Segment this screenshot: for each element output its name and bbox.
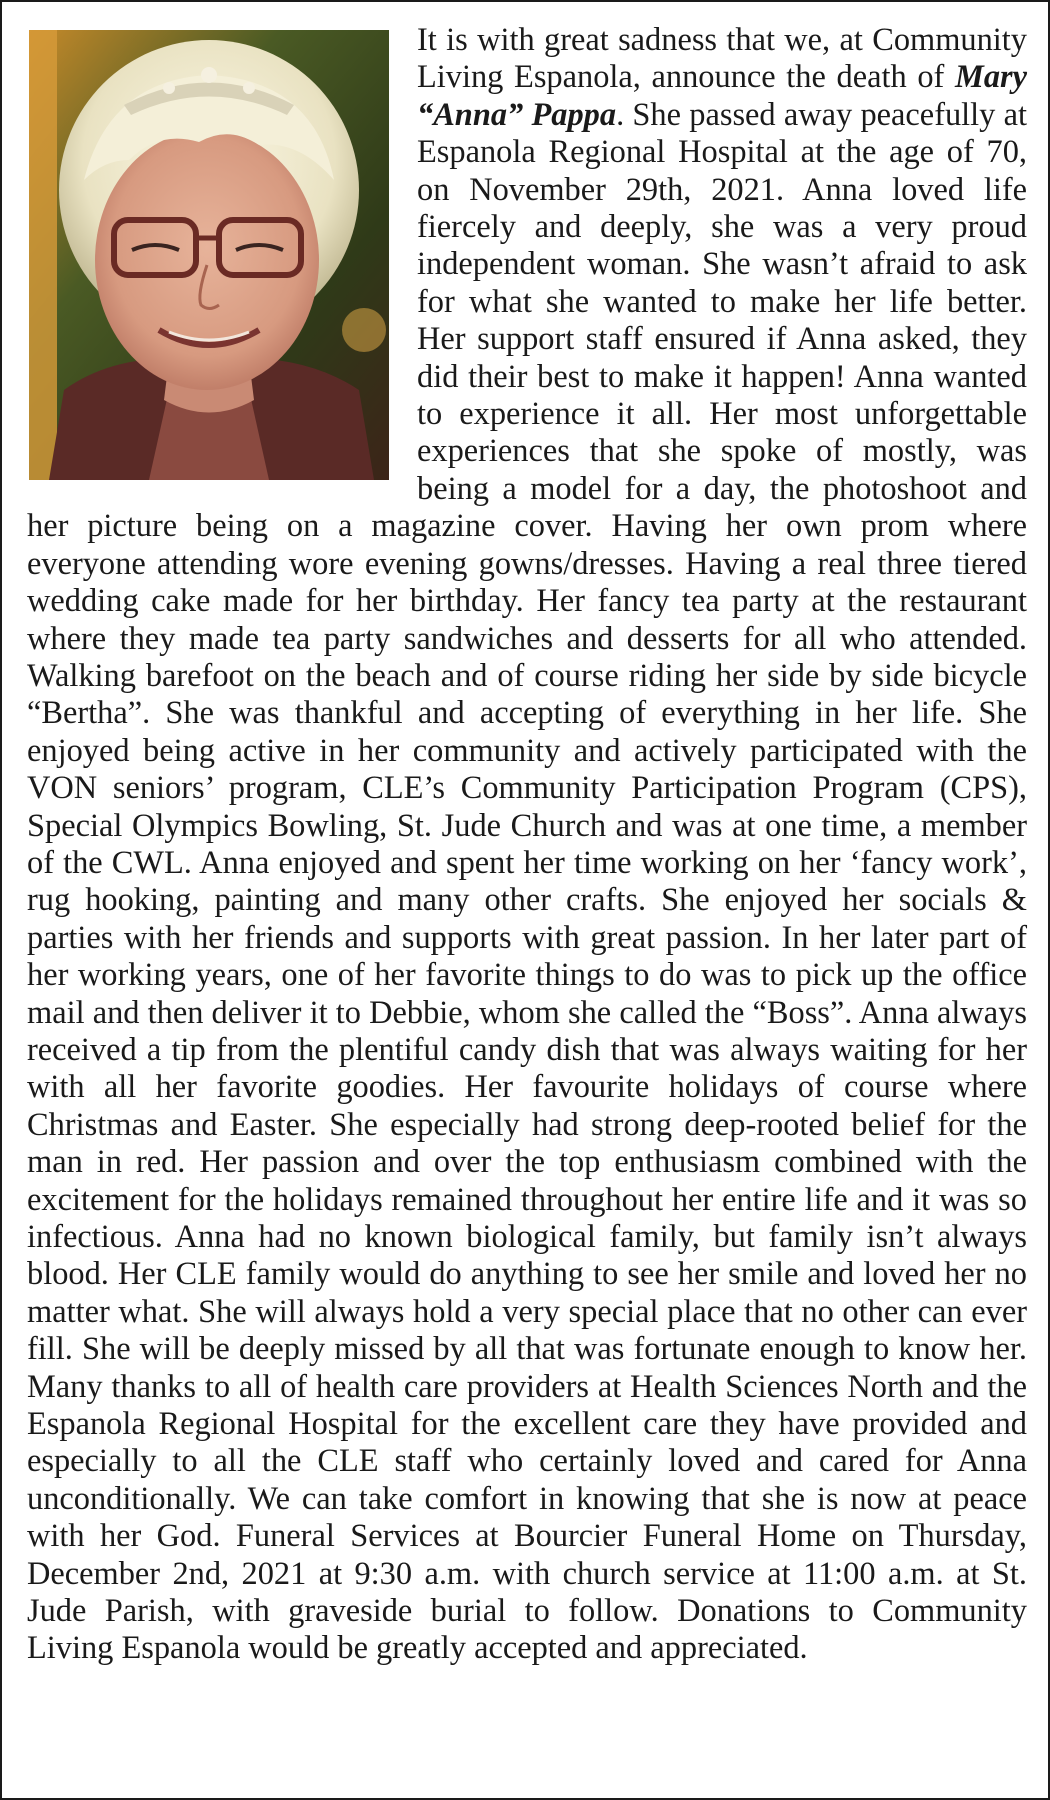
portrait-photo [29, 30, 389, 480]
obituary-body: . She passed away peacefully at Espanola Regional Hospital at the age of 70, on November 29th, 2021. Anna loved life fiercely and deeply, she was a very proud independent woman. She wasn’t afraid to ask for what she wanted to make her life better. Her support staff ensured if Anna asked, they did their best to make it happen! Anna wanted to experience it all. Her most unforgettable experiences that she spoke of mostly, was being a model for a day, the photoshoot and her picture being on a magazine cover. Having her own prom where everyone attending wore evening gowns/dresses. Having a real three tiered wedding cake made for her birthday. Her fancy tea party at the restaurant where they made tea party sandwiches and desserts for all who attended. Walking barefoot on the beach and of course riding her side by side bicycle “Bertha”. She was thankful and accepting of everything in her life. She enjoyed being active in her community and actively participated with the VON seniors’ program, CLE’s Community Participation Program (CPS), Special Olympics Bowling, St. Jude Church and was at one time, a member of the CWL. Anna enjoyed and spent her time working on her ‘fancy work’, rug hooking, painting and many other crafts. She enjoyed her socials & parties with her friends and supports with great passion. In her later part of her working years, one of her favorite things to do was to pick up the office mail and then deliver it to Debbie, whom she called the “Boss”. Anna always received a tip from the plentiful candy dish that was always waiting for her with all her favorite goodies. Her favourite holidays of course where Christmas and Easter. She especially had strong deep-rooted belief for the man in red. Her passion and over the top enthusiasm combined with the excitement for the holidays remained throughout her entire life and it was so infectious. Anna had no known biological family, but family isn’t always blood. Her CLE family would do anything to see her smile and loved her no matter what. She will always hold a very special place that no other can ever fill. She will be deeply missed by all that was fortunate enough to know her. Many thanks to all of health care providers at Health Sciences North and the Espanola Regional Hospital for the excellent care they have provided and especially to all the CLE staff who certainly loved and cared for Anna unconditionally. We can take comfort in knowing that she is now at peace with her God. Funeral Services at Bourcier Funeral Home on Thursday, December 2nd, 2021 at 9:30 a.m. with church service at 11:00 a.m. at St. Jude Parish, with graveside burial to follow. Donations to Community Living Espanola would be greatly accepted and appreciated. [27, 96, 1028, 1667]
obituary-content [27, 22, 1027, 1668]
deceased-name: Mary “Anna” Pappa [417, 59, 1027, 133]
obituary-intro: It is with great sadness that we, at Community Living Espanola, announce the death of [417, 22, 1027, 96]
portrait-illustration [29, 30, 389, 480]
